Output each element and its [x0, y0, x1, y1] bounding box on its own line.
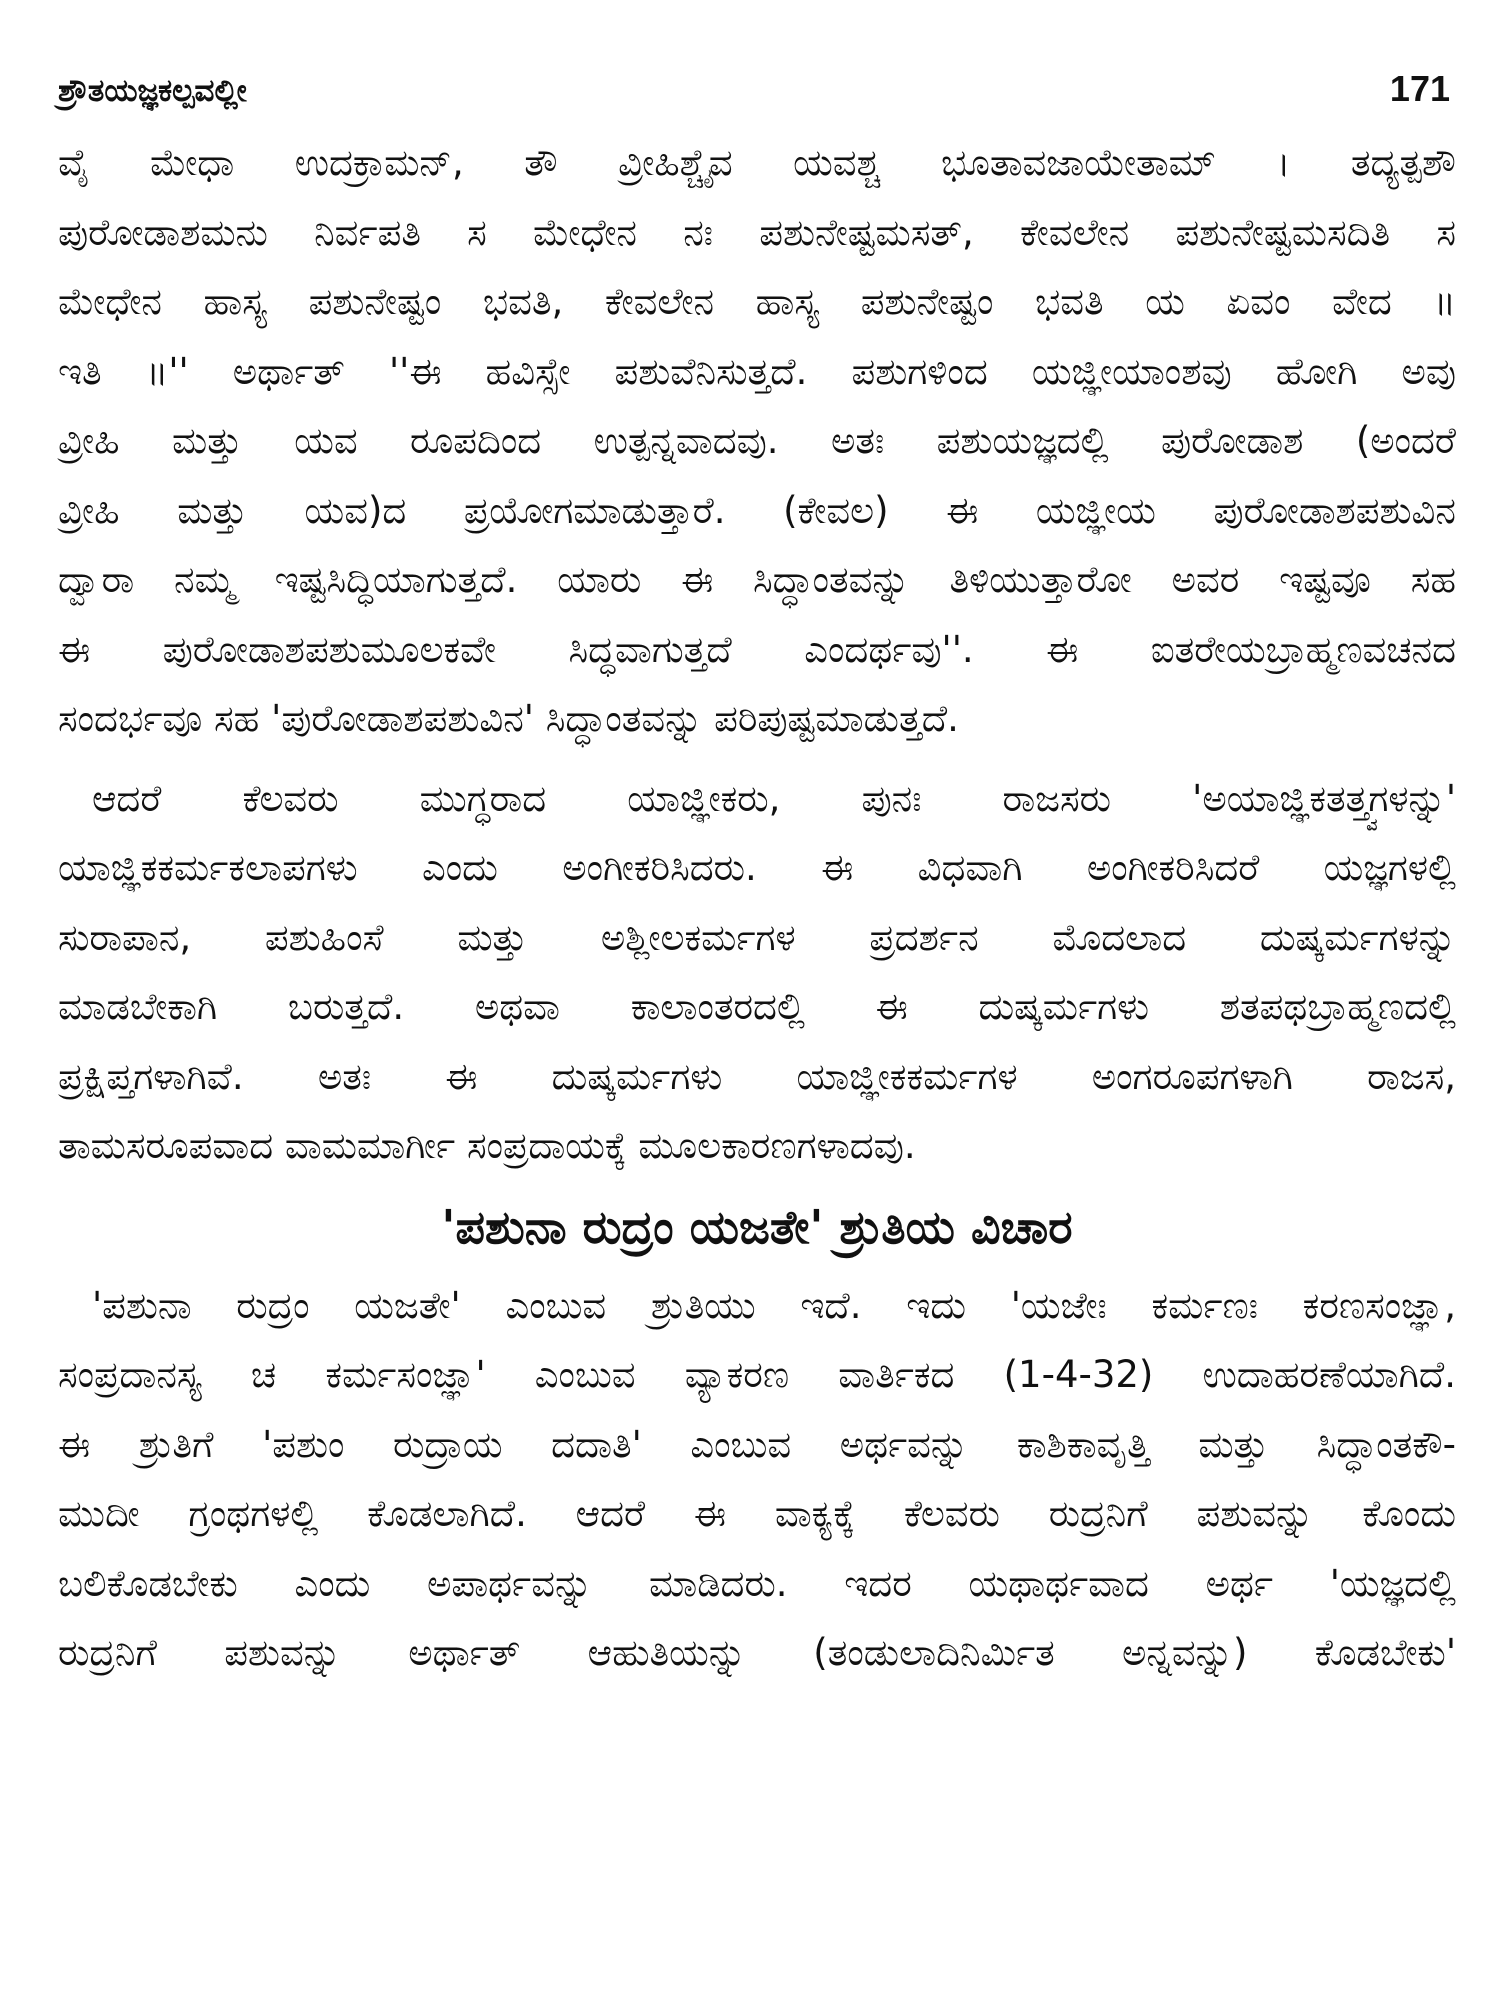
text-line: ಸಂಪ್ರದಾನಸ್ಯ ಚ ಕರ್ಮಸಂಜ್ಞಾ' ಎಂಬುವ ವ್ಯಾಕರಣ ವಾರ್ತಿಕದ (1-4-32) ಉದಾಹರಣೆಯಾಗಿದೆ.: [58, 1353, 1456, 1396]
text-line: ಮುದೀ ಗ್ರಂಥಗಳಲ್ಲಿ ಕೊಡಲಾಗಿದೆ. ಆದರೆ ಈ ವಾಕ್ಯಕ್ಕೆ ಕೆಲವರು ರುದ್ರನಿಗೆ ಪಶುವನ್ನು ಕೊಂದು: [58, 1492, 1456, 1535]
text-line: ಯಾಜ್ಞಿಕಕರ್ಮಕಲಾಪಗಳು ಎಂದು ಅಂಗೀಕರಿಸಿದರು. ಈ ವಿಧವಾಗಿ ಅಂಗೀಕರಿಸಿದರೆ ಯಜ್ಞಗಳಲ್ಲಿ: [58, 846, 1456, 889]
paragraph-3: [58, 1271, 1456, 1688]
text-line: ಆದರೆ ಕೆಲವರು ಮುಗ್ಧರಾದ ಯಾಜ್ಞೀಕರು, ಪುನಃ ರಾಜಸರು 'ಅಯಾಜ್ಞಿಕತತ್ತ್ವಗಳನ್ನು': [92, 776, 1456, 820]
text-line: ಮೇಧೇನ ಹಾಸ್ಯ ಪಶುನೇಷ್ಟಂ ಭವತಿ, ಕೇವಲೇನ ಹಾಸ್ಯ ಪಶುನೇಷ್ಟಂ ಭವತಿ ಯ ಏವಂ ವೇದ ॥: [58, 280, 1456, 323]
text-line: ಸಂದರ್ಭವೂ ಸಹ 'ಪುರೋಡಾಶಪಶುವಿನ' ಸಿದ್ಧಾಂತವನ್ನು ಪರಿಪುಷ್ಟಮಾಡುತ್ತದೆ.: [58, 697, 959, 740]
text-line: ವೈ ಮೇಧಾ ಉದಕ್ರಾಮನ್, ತೌ ವ್ರೀಹಿಶ್ಚೈವ ಯವಶ್ಚ ಭೂತಾವಜಾಯೇತಾಮ್ । ತದ್ಯತ್ಪಶೌ: [58, 141, 1456, 184]
text-line: ಪ್ರಕ್ಷಿಪ್ತಗಳಾಗಿವೆ. ಅತಃ ಈ ದುಷ್ಕರ್ಮಗಳು ಯಾಜ್ಞೀಕಕರ್ಮಗಳ ಅಂಗರೂಪಗಳಾಗಿ ರಾಜಸ,: [58, 1054, 1456, 1098]
text-line: ಇತಿ ॥'' ಅರ್ಥಾತ್ ''ಈ ಹವಿಸ್ಸೇ ಪಶುವೆನಿಸುತ್ತದೆ. ಪಶುಗಳಿಂದ ಯಜ್ಞೀಯಾಂಶವು ಹೋಗಿ ಅವು: [58, 349, 1456, 393]
paragraph-2: [58, 764, 1456, 1181]
text-line: 'ಪಶುನಾ ರುದ್ರಂ ಯಜತೇ' ಎಂಬುವ ಶ್ರುತಿಯು ಇದೆ. ಇದು 'ಯಜೇಃ ಕರ್ಮಣಃ ಕರಣಸಂಜ್ಞಾ,: [92, 1283, 1456, 1327]
text-line: ಪುರೋಡಾಶಮನು ನಿರ್ವಪತಿ ಸ ಮೇಧೇನ ನಃ ಪಶುನೇಷ್ಟಮಸತ್, ಕೇವಲೇನ ಪಶುನೇಷ್ಟಮಸದಿತಿ ಸ: [58, 210, 1456, 254]
text-line: ಸುರಾಪಾನ, ಪಶುಹಿಂಸೆ ಮತ್ತು ಅಶ್ಲೀಲಕರ್ಮಗಳ ಪ್ರದರ್ಶನ ಮೊದಲಾದ ದುಷ್ಕರ್ಮಗಳನ್ನು: [58, 915, 1456, 959]
paragraph-spacer: [58, 754, 1456, 764]
running-header: [58, 68, 1456, 110]
text-line: ರುದ್ರನಿಗೆ ಪಶುವನ್ನು ಅರ್ಥಾತ್ ಆಹುತಿಯನ್ನು (ತಂಡುಲಾದಿನಿರ್ಮಿತ ಅನ್ನವನ್ನು) ಕೊಡಬೇಕು': [58, 1631, 1456, 1674]
running-title: ಶ್ರೌತಯಜ್ಞಕಲ್ಪವಲ್ಲೀ: [58, 73, 247, 109]
text-line: ದ್ವಾರಾ ನಮ್ಮ ಇಷ್ಟಸಿದ್ಧಿಯಾಗುತ್ತದೆ. ಯಾರು ಈ ಸಿದ್ಧಾಂತವನ್ನು ತಿಳಿಯುತ್ತಾರೋ ಅವರ ಇಷ್ಟವೂ ಸಹ: [58, 558, 1456, 601]
text-line: ವ್ರೀಹಿ ಮತ್ತು ಯವ)ದ ಪ್ರಯೋಗಮಾಡುತ್ತಾರೆ. (ಕೇವಲ) ಈ ಯಜ್ಞೀಯ ಪುರೋಡಾಶಪಶುವಿನ: [58, 488, 1456, 532]
text-line: ತಾಮಸರೂಪವಾದ ವಾಮಮಾರ್ಗೀ ಸಂಪ್ರದಾಯಕ್ಕೆ ಮೂಲಕಾರಣಗಳಾದವು.: [58, 1124, 916, 1167]
text-line: ಬಲಿಕೊಡಬೇಕು ಎಂದು ಅಪಾರ್ಥವನ್ನು ಮಾಡಿದರು. ಇದರ ಯಥಾರ್ಥವಾದ ಅರ್ಥ 'ಯಜ್ಞದಲ್ಲಿ: [58, 1561, 1457, 1605]
text-line: ವ್ರೀಹಿ ಮತ್ತು ಯವ ರೂಪದಿಂದ ಉತ್ಪನ್ನವಾದವು. ಅತಃ ಪಶುಯಜ್ಞದಲ್ಲಿ ಪುರೋಡಾಶ (ಅಂದರೆ: [58, 419, 1456, 462]
text-line: ಮಾಡಬೇಕಾಗಿ ಬರುತ್ತದೆ. ಅಥವಾ ಕಾಲಾಂತರದಲ್ಲಿ ಈ ದುಷ್ಕರ್ಮಗಳು ಶತಪಥಬ್ರಾಹ್ಮಣದಲ್ಲಿ: [58, 985, 1456, 1028]
page-number: 171: [1389, 68, 1450, 109]
paragraph-1: [58, 128, 1456, 754]
text-line: ಈ ಪುರೋಡಾಶಪಶುಮೂಲಕವೇ ಸಿದ್ಧವಾಗುತ್ತದೆ ಎಂದರ್ಥವು''. ಈ ಐತರೇಯಬ್ರಾಹ್ಮಣವಚನದ: [58, 627, 1456, 671]
text-line: ಈ ಶ್ರುತಿಗೆ 'ಪಶುಂ ರುದ್ರಾಯ ದದಾತಿ' ಎಂಬುವ ಅರ್ಥವನ್ನು ಕಾಶಿಕಾವೃತ್ತಿ ಮತ್ತು ಸಿದ್ಧಾಂತಕೌ-: [58, 1422, 1456, 1466]
section-heading: 'ಪಶುನಾ ರುದ್ರಂ ಯಜತೇ' ಶ್ರುತಿಯ ವಿಚಾರ: [441, 1199, 1073, 1254]
